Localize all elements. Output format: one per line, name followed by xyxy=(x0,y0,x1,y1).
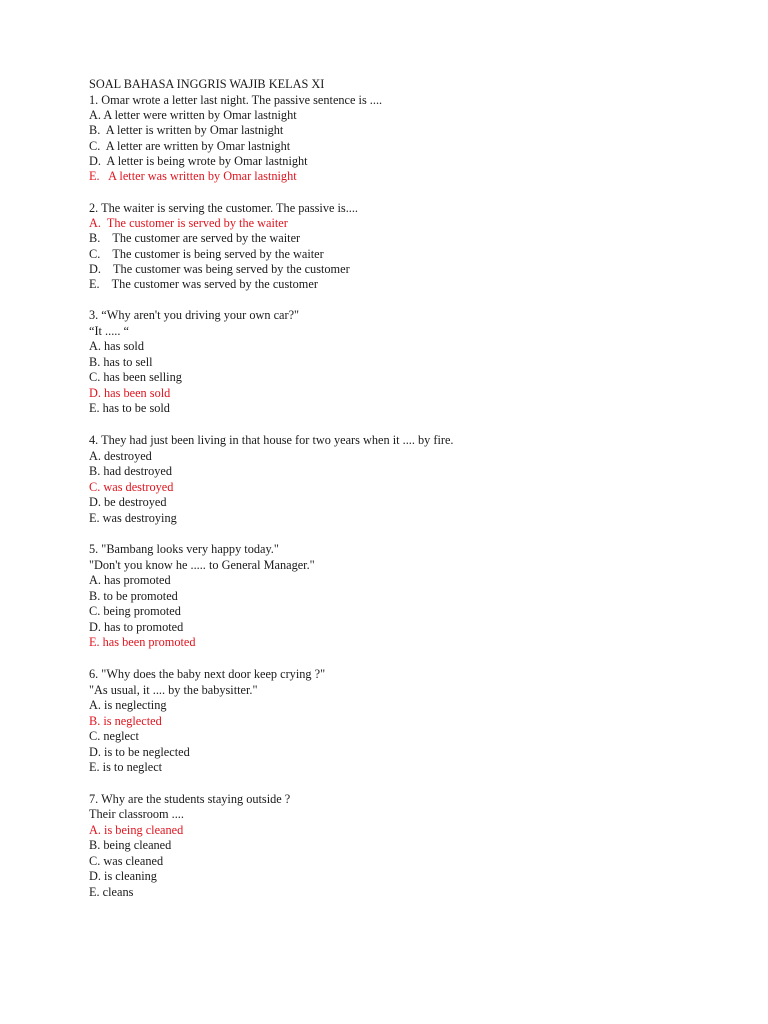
question-3-prompt-line-2: “It ..... “ xyxy=(89,323,129,338)
question-5-option-d: D. has to promoted xyxy=(89,619,184,634)
question-7-prompt-line-2: Their classroom .... xyxy=(89,807,184,822)
question-7-option-e: E. cleans xyxy=(89,884,134,899)
question-3-option-b: B. has to sell xyxy=(89,354,153,369)
question-7 xyxy=(89,792,709,901)
question-6-prompt: 6. "Why does the baby next door keep crying ?" xyxy=(89,667,326,682)
question-7-option-a-answer: A. is being cleaned xyxy=(89,822,184,837)
question-6-prompt-line-2: "As usual, it .... by the babysitter." xyxy=(89,682,258,697)
question-7-option-d: D. is cleaning xyxy=(89,869,157,884)
spacer xyxy=(89,417,709,433)
question-2-prompt: 2. The waiter is serving the customer. The passive is.... xyxy=(89,200,359,215)
question-1-option-d: D. A letter is being wrote by Omar lastnight xyxy=(89,154,308,169)
question-3-option-a: A. has sold xyxy=(89,339,144,354)
question-5-prompt-line-2: "Don't you know he ..... to General Manager." xyxy=(89,557,315,572)
question-6 xyxy=(89,667,709,776)
question-1-option-b: B. A letter is written by Omar lastnight xyxy=(89,123,284,138)
question-7-prompt: 7. Why are the students staying outside ? xyxy=(89,791,291,806)
question-6-option-c: C. neglect xyxy=(89,729,139,744)
question-4-option-d: D. be destroyed xyxy=(89,495,167,510)
spacer xyxy=(89,651,709,667)
question-7-option-b: B. being cleaned xyxy=(89,838,172,853)
question-5 xyxy=(89,542,709,651)
question-1 xyxy=(89,93,709,185)
question-2-option-e: E. The customer was served by the customer xyxy=(89,277,318,292)
question-4-option-c-answer: C. was destroyed xyxy=(89,479,174,494)
document-title: SOAL BAHASA INGGRIS WAJIB KELAS XI xyxy=(89,77,325,91)
question-2-option-d: D. The customer was being served by the customer xyxy=(89,261,350,276)
question-3-option-c: C. has been selling xyxy=(89,370,182,385)
spacer xyxy=(89,185,709,201)
question-5-option-a: A. has promoted xyxy=(89,573,171,588)
question-5-option-c: C. being promoted xyxy=(89,604,181,619)
question-1-option-c: C. A letter are written by Omar lastnight xyxy=(89,138,291,153)
question-5-prompt: 5. "Bambang looks very happy today." xyxy=(89,542,279,557)
question-2-option-c: C. The customer is being served by the waiter xyxy=(89,246,324,261)
question-6-option-e: E. is to neglect xyxy=(89,760,163,775)
question-3 xyxy=(89,308,709,417)
question-3-prompt: 3. “Why aren't you driving your own car?" xyxy=(89,308,300,323)
question-1-option-e-answer: E. A letter was written by Omar lastnight xyxy=(89,169,297,184)
question-4-option-e: E. was destroying xyxy=(89,510,177,525)
question-5-option-e-answer: E. has been promoted xyxy=(89,635,196,650)
question-4-option-b: B. had destroyed xyxy=(89,464,172,479)
question-7-option-c: C. was cleaned xyxy=(89,853,164,868)
question-2-option-b: B. The customer are served by the waiter xyxy=(89,231,301,246)
question-3-option-e: E. has to be sold xyxy=(89,401,170,416)
question-5-option-b: B. to be promoted xyxy=(89,588,178,603)
spacer xyxy=(89,292,709,308)
question-6-option-b-answer: B. is neglected xyxy=(89,713,162,728)
question-4-option-a: A. destroyed xyxy=(89,448,152,463)
question-6-option-d: D. is to be neglected xyxy=(89,744,190,759)
question-2 xyxy=(89,201,709,293)
question-1-prompt: 1. Omar wrote a letter last night. The passive sentence is .... xyxy=(89,92,383,107)
question-1-option-a: A. A letter were written by Omar lastnight xyxy=(89,107,297,122)
question-3-option-d-answer: D. has been sold xyxy=(89,385,171,400)
question-4-prompt: 4. They had just been living in that house for two years when it .... by fire. xyxy=(89,433,454,448)
document-body xyxy=(89,77,709,900)
question-4 xyxy=(89,433,709,526)
question-2-option-a-answer: A. The customer is served by the waiter xyxy=(89,215,288,230)
spacer xyxy=(89,526,709,542)
spacer xyxy=(89,776,709,792)
question-6-option-a: A. is neglecting xyxy=(89,698,167,713)
